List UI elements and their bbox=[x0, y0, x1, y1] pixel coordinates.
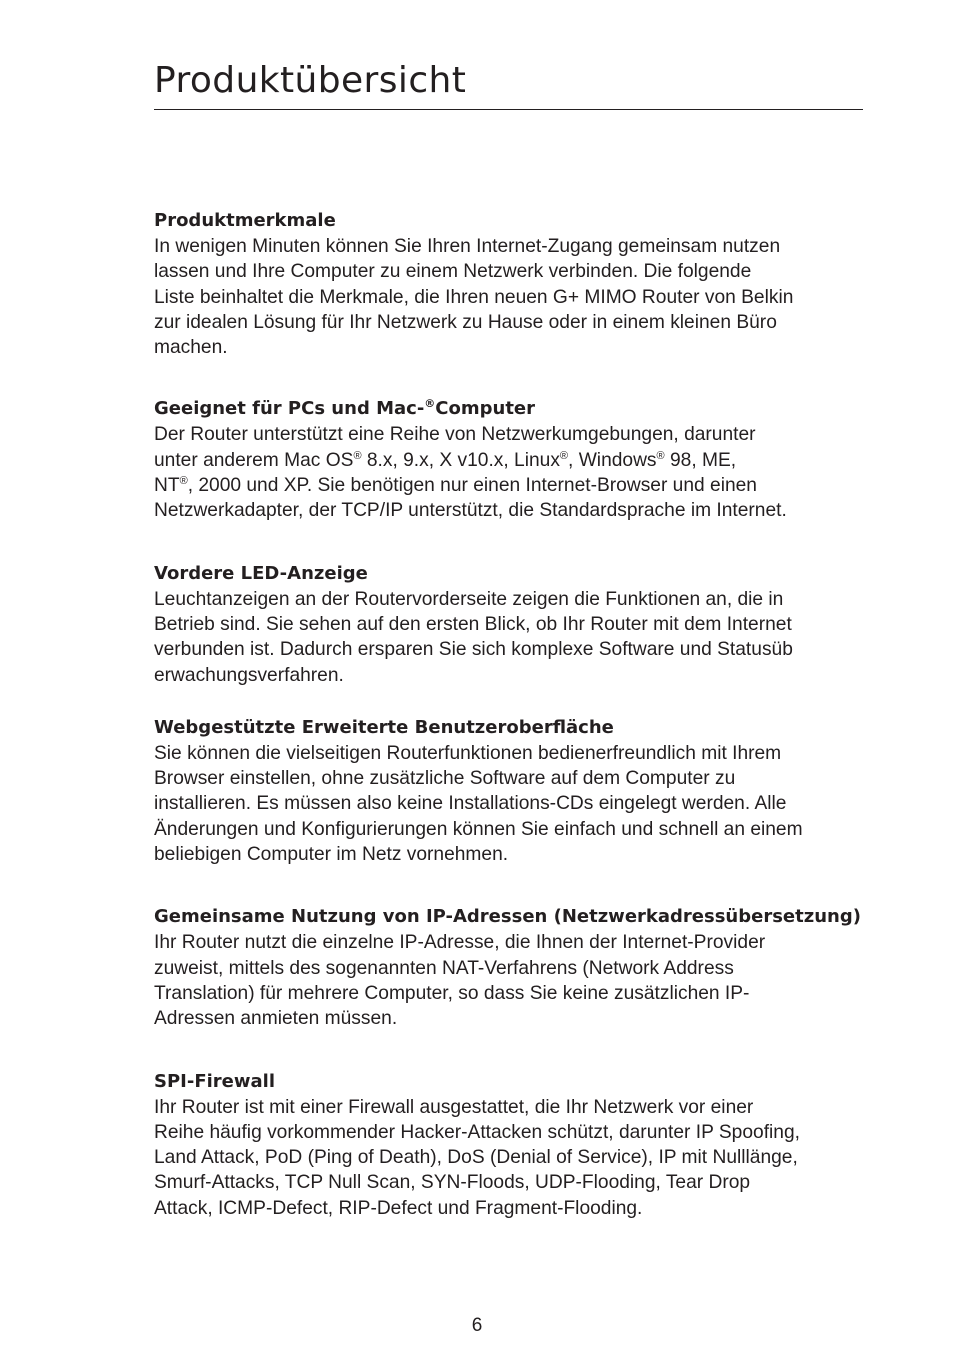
body-text: 98, ME, NT bbox=[154, 449, 737, 497]
section-heading: Vordere LED-Anzeige bbox=[154, 562, 368, 584]
page-content bbox=[154, 208, 924, 1221]
section-body: Leuchtanzeigen an der Routervorderseite zeigen die Funktionen an, die in Betrieb sind. Sie sehen auf den ersten Blick, ob Ihr Router mit dem Internet verbunden ist. Dadurch ersparen Sie sich komplexe Software und Statusüb erwachungsverfahren. bbox=[154, 588, 793, 686]
body-text: , Windows bbox=[568, 449, 657, 471]
section-heading: Gemeinsame Nutzung von IP-Adressen (Netzwerkadressübersetzung) bbox=[154, 906, 861, 928]
section-produktmerkmale bbox=[154, 208, 924, 360]
section-body: Sie können die vielseitigen Routerfunktionen bedienerfreundlich mit Ihrem Browser einstellen, ohne zusätzliche Software auf dem Computer zu installieren. Es müssen also keine Installations-CDs eingelegt werden. Alle Änderungen und Konfigurierungen können Sie einfach und schnell an einem beliebigen Computer im Netz vornehmen. bbox=[154, 742, 803, 866]
section-heading: SPI-Firewall bbox=[154, 1070, 275, 1092]
registered-mark: ® bbox=[353, 449, 362, 462]
section-body: In wenigen Minuten können Sie Ihren Internet-Zugang gemeinsam nutzen lassen und Ihre Computer zu einem Netzwerk verbinden. Die folgende Liste beinhaltet die Merkmale, die Ihren neuen G+ MIMO Router von Belkin zur idealen Lösung für Ihr Netzwerk zu Hause oder in einem kleinen Büro machen. bbox=[154, 236, 794, 359]
registered-mark: ® bbox=[179, 475, 188, 488]
section-heading: Produktmerkmale bbox=[154, 210, 336, 231]
section-body bbox=[154, 422, 924, 523]
registered-mark: ® bbox=[424, 397, 436, 411]
page-title: Produktübersicht bbox=[154, 60, 467, 101]
heading-text: Computer bbox=[435, 398, 536, 420]
section-web-ui bbox=[154, 715, 924, 867]
section-heading bbox=[154, 396, 924, 422]
heading-text: Geeignet für PCs und Mac- bbox=[154, 398, 425, 420]
body-text: 8.x, 9.x, X v10.x, Linux bbox=[361, 449, 560, 471]
section-nat bbox=[154, 904, 924, 1031]
section-body: Ihr Router nutzt die einzelne IP-Adresse, die Ihnen der Internet-Provider zuweist, mittels des sogenannten NAT-Verfahrens (Network Address Translation) für mehrere Computer, so dass Sie keine zusätzlichen IP- Adressen anmieten müssen. bbox=[154, 932, 766, 1030]
section-pc-mac-compatibility bbox=[154, 396, 924, 523]
section-heading: Webgestützte Erweiterte Benutzeroberfläche bbox=[154, 716, 614, 738]
registered-mark: ® bbox=[559, 449, 569, 462]
section-spi-firewall bbox=[154, 1069, 924, 1221]
section-body: Ihr Router ist mit einer Firewall ausgestattet, die Ihr Netzwerk vor einer Reihe häufig vorkommender Hacker-Attacken schützt, darunter IP Spoofing, Land Attack, PoD (Ping of Death), DoS (Denial of Service), IP mit Nulllänge, Smurf-Attacks, TCP Null Scan, SYN-Floods, UDP-Flooding, Tear Drop Attack, ICMP-Defect, RIP-Defect und Fragment-Flooding. bbox=[154, 1096, 800, 1219]
section-led-display bbox=[154, 561, 924, 688]
body-text: Der Router unterstützt eine Reihe von Netzwerkumgebungen, darunter unter anderem Mac OS bbox=[154, 424, 756, 471]
title-divider bbox=[154, 109, 863, 110]
page-number: 6 bbox=[471, 1315, 483, 1336]
body-text: , 2000 und XP. Sie benötigen nur einen Internet-Browser und einen Netzwerkadapter, der TCP/IP unterstützt, die Standardsprache im Internet. bbox=[154, 475, 787, 522]
registered-mark: ® bbox=[656, 449, 665, 462]
